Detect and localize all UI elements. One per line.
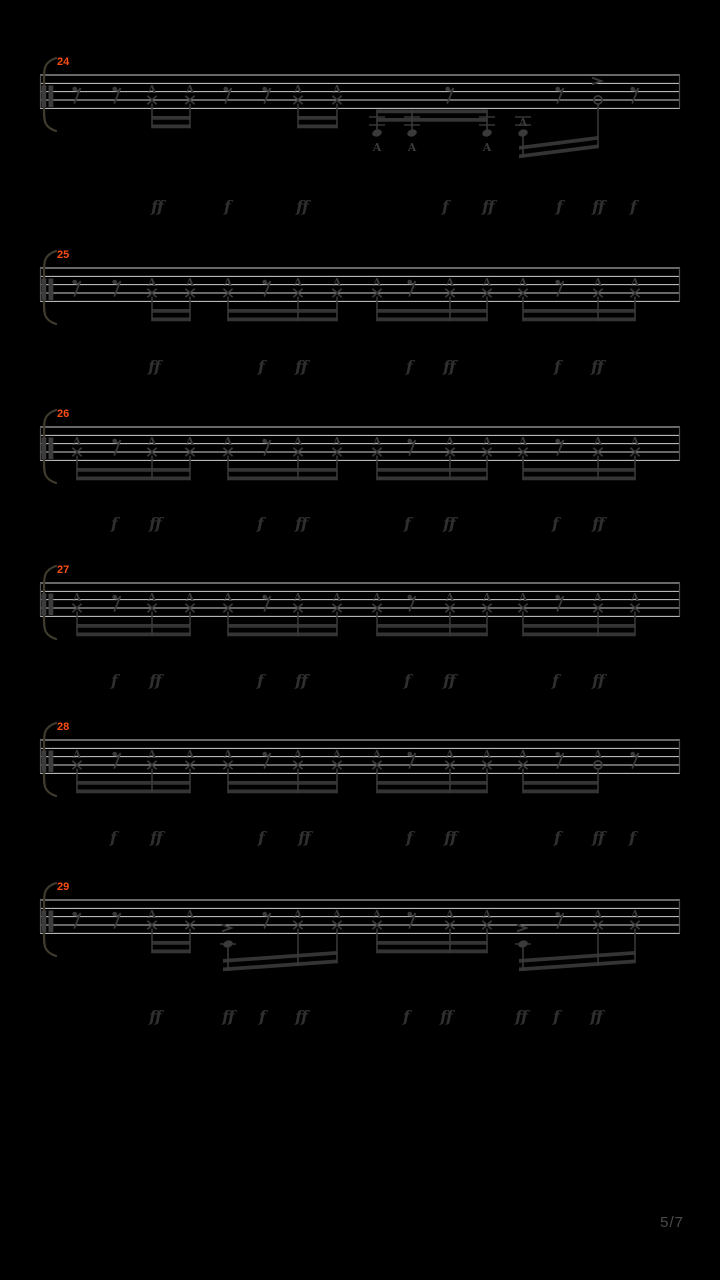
- dynamic-marking: ff: [222, 1007, 234, 1026]
- dynamic-marking: f: [111, 514, 117, 533]
- dynamic-marking: ff: [443, 671, 455, 690]
- eighth-rest-icon: [445, 87, 453, 103]
- eighth-rest-icon: [555, 280, 563, 296]
- beam: [377, 790, 487, 794]
- dynamic-marking: f: [257, 671, 263, 690]
- system-measure-27: [40, 564, 680, 690]
- marcato-accent: A: [332, 748, 342, 761]
- marcato-accent: A: [147, 591, 157, 604]
- measure-number: 24: [57, 56, 70, 68]
- kick-notehead: [371, 128, 382, 138]
- eighth-rest-icon: [407, 912, 415, 928]
- dynamic-marking: f: [224, 197, 230, 216]
- marcato-accent: A: [482, 276, 492, 289]
- eighth-rest-icon: [262, 280, 270, 296]
- percussion-clef: [42, 279, 47, 301]
- eighth-rest-icon: [555, 87, 563, 103]
- marcato-accent: A: [332, 83, 342, 96]
- marcato-accent: A: [72, 435, 82, 448]
- marcato-accent: A: [185, 83, 195, 96]
- beam: [228, 633, 337, 637]
- dynamic-marking: ff: [148, 357, 160, 376]
- beam: [228, 624, 337, 628]
- beam: [77, 790, 190, 794]
- marcato-accent: A: [630, 276, 640, 289]
- system-measure-26: [40, 408, 680, 533]
- percussion-clef: [42, 438, 47, 460]
- marcato-accent: A: [185, 276, 195, 289]
- marcato-accent: A: [293, 435, 303, 448]
- marcato-accent: A: [372, 748, 382, 761]
- dynamic-marking: ff: [149, 1007, 161, 1026]
- beam: [152, 116, 190, 120]
- marcato-accent: A: [518, 591, 528, 604]
- dynamic-marking: ff: [150, 828, 162, 847]
- beam: [523, 318, 635, 322]
- dynamic-marking: f: [259, 1007, 265, 1026]
- marcato-accent: A: [518, 435, 528, 448]
- beam: [152, 125, 190, 129]
- eighth-rest-icon: [112, 439, 120, 455]
- eighth-rest-icon: [555, 439, 563, 455]
- beam: [152, 309, 190, 313]
- dynamic-marking: f: [404, 671, 410, 690]
- marcato-accent: A: [293, 83, 303, 96]
- marcato-accent: A: [518, 276, 528, 289]
- marcato-accent: A: [482, 591, 492, 604]
- dynamic-marking: ff: [149, 671, 161, 690]
- beam: [152, 318, 190, 322]
- marcato-accent: A: [332, 591, 342, 604]
- kick-notehead: [222, 939, 233, 949]
- eighth-rest-icon: [630, 87, 638, 103]
- eighth-rest-icon: [112, 87, 120, 103]
- marcato-accent: A: [293, 276, 303, 289]
- eighth-rest-icon: [112, 595, 120, 611]
- marcato-accent: A: [482, 435, 492, 448]
- measure-number: 29: [57, 881, 70, 893]
- eighth-rest-icon: [72, 280, 80, 296]
- percussion-clef: [42, 86, 47, 108]
- beam: [228, 477, 337, 481]
- marcato-accent: A: [593, 276, 603, 289]
- dynamic-marking: ff: [515, 1007, 527, 1026]
- beam: [228, 790, 337, 794]
- dynamic-marking: ff: [592, 197, 604, 216]
- beam: [152, 941, 190, 945]
- eighth-rest-icon: [555, 912, 563, 928]
- marcato-accent: A: [482, 748, 492, 761]
- dynamic-marking: f: [556, 197, 562, 216]
- marcato-accent: A: [72, 748, 82, 761]
- eighth-rest-icon: [112, 912, 120, 928]
- marcato-accent: A: [372, 908, 382, 921]
- marcato-accent: A: [445, 908, 455, 921]
- marcato-accent: A: [445, 276, 455, 289]
- beam: [523, 309, 635, 313]
- marcato-accent: A: [293, 748, 303, 761]
- measure-number: 28: [57, 721, 70, 733]
- beam: [523, 790, 598, 794]
- dynamic-marking: ff: [295, 671, 307, 690]
- kick-notehead: [406, 128, 417, 138]
- marcato-accent: A: [593, 908, 603, 921]
- marcato-accent: A: [445, 748, 455, 761]
- eighth-rest-icon: [72, 912, 80, 928]
- dynamic-marking: ff: [151, 197, 163, 216]
- marcato-accent: A: [593, 591, 603, 604]
- dynamic-marking: f: [404, 514, 410, 533]
- beam: [152, 950, 190, 954]
- dynamic-marking: f: [111, 671, 117, 690]
- dynamic-marking: ff: [440, 1007, 452, 1026]
- marcato-accent: A: [185, 908, 195, 921]
- marcato-accent: A: [223, 435, 233, 448]
- kick-notehead: [481, 128, 492, 138]
- accent-icon: [222, 925, 231, 932]
- beam: [77, 468, 190, 472]
- beam: [228, 468, 337, 472]
- eighth-rest-icon: [555, 752, 563, 768]
- kick-notehead: [517, 128, 528, 138]
- marcato-accent: A: [147, 276, 157, 289]
- marcato-accent: A: [482, 141, 492, 154]
- beam: [377, 118, 487, 122]
- beam: [377, 633, 487, 637]
- marcato-accent: A: [147, 908, 157, 921]
- marcato-accent: A: [372, 591, 382, 604]
- dynamic-marking: f: [257, 514, 263, 533]
- marcato-accent: A: [630, 435, 640, 448]
- marcato-accent: A: [372, 141, 382, 154]
- beam: [77, 633, 190, 637]
- eighth-rest-icon: [223, 87, 231, 103]
- marcato-accent: A: [445, 591, 455, 604]
- dynamic-marking: f: [553, 1007, 559, 1026]
- marcato-accent: A: [372, 435, 382, 448]
- marcato-accent: A: [332, 908, 342, 921]
- beam: [298, 125, 337, 129]
- dynamic-marking: ff: [443, 357, 455, 376]
- dynamic-marking: f: [406, 828, 412, 847]
- measure-number: 26: [57, 408, 70, 420]
- dynamic-marking: f: [554, 357, 560, 376]
- marcato-accent: A: [147, 748, 157, 761]
- percussion-clef: [49, 911, 54, 933]
- beam: [377, 950, 487, 954]
- beam: [377, 781, 487, 785]
- marcato-accent: A: [518, 748, 528, 761]
- beam: [523, 781, 598, 785]
- measure-number: 25: [57, 249, 70, 261]
- dynamic-marking: ff: [592, 828, 604, 847]
- dynamic-marking: ff: [592, 514, 604, 533]
- dynamic-marking: ff: [295, 1007, 307, 1026]
- dynamic-marking: f: [258, 828, 264, 847]
- dynamic-marking: f: [630, 197, 636, 216]
- beam: [377, 941, 487, 945]
- eighth-rest-icon: [407, 595, 415, 611]
- dynamic-marking: ff: [295, 514, 307, 533]
- eighth-rest-icon: [630, 752, 638, 768]
- marcato-accent: A: [445, 435, 455, 448]
- beam: [228, 309, 337, 313]
- marcato-accent: A: [593, 435, 603, 448]
- beam: [377, 318, 487, 322]
- dynamic-marking: ff: [443, 514, 455, 533]
- dynamic-marking: f: [552, 514, 558, 533]
- beam: [377, 110, 487, 114]
- dynamic-marking: ff: [444, 828, 456, 847]
- marcato-accent: A: [630, 908, 640, 921]
- beam: [77, 781, 190, 785]
- eighth-rest-icon: [555, 595, 563, 611]
- marcato-accent: A: [332, 276, 342, 289]
- percussion-clef: [49, 751, 54, 773]
- eighth-rest-icon: [262, 752, 270, 768]
- marcato-accent: A: [518, 116, 528, 129]
- dynamic-marking: f: [406, 357, 412, 376]
- marcato-accent: A: [407, 141, 417, 154]
- measure-number: 27: [57, 564, 70, 576]
- marcato-accent: A: [223, 591, 233, 604]
- eighth-rest-icon: [407, 752, 415, 768]
- eighth-rest-icon: [262, 912, 270, 928]
- eighth-rest-icon: [407, 280, 415, 296]
- dynamic-marking: ff: [298, 828, 310, 847]
- dynamic-marking: f: [258, 357, 264, 376]
- dynamic-marking: f: [403, 1007, 409, 1026]
- percussion-clef: [49, 594, 54, 616]
- system-measure-29: [40, 881, 680, 1026]
- eighth-rest-icon: [407, 439, 415, 455]
- beam: [523, 477, 635, 481]
- marcato-accent: A: [223, 276, 233, 289]
- dynamic-marking: ff: [149, 514, 161, 533]
- accent-icon: [517, 925, 526, 932]
- system-measure-24: [40, 56, 680, 216]
- dynamic-marking: f: [554, 828, 560, 847]
- beam: [523, 468, 635, 472]
- percussion-clef: [42, 751, 47, 773]
- kick-notehead: [517, 939, 528, 949]
- percussion-clef: [49, 438, 54, 460]
- beam: [228, 781, 337, 785]
- percussion-clef: [42, 594, 47, 616]
- dynamic-marking: f: [442, 197, 448, 216]
- beam: [523, 624, 635, 628]
- system-measure-28: [40, 721, 680, 847]
- eighth-rest-icon: [262, 87, 270, 103]
- marcato-accent: A: [185, 748, 195, 761]
- marcato-accent: A: [293, 908, 303, 921]
- beam: [377, 624, 487, 628]
- eighth-rest-icon: [262, 439, 270, 455]
- dynamic-marking: f: [629, 828, 635, 847]
- eighth-rest-icon: [112, 752, 120, 768]
- marcato-accent: A: [185, 435, 195, 448]
- marcato-accent: A: [293, 591, 303, 604]
- dynamic-marking: ff: [592, 671, 604, 690]
- marcato-accent: A: [185, 591, 195, 604]
- percussion-clef: [42, 911, 47, 933]
- percussion-clef: [49, 279, 54, 301]
- beam: [377, 468, 487, 472]
- marcato-accent: A: [630, 591, 640, 604]
- dynamic-marking: ff: [295, 357, 307, 376]
- beam: [298, 116, 337, 120]
- page-indicator: 5/7: [660, 1214, 684, 1231]
- beam: [228, 318, 337, 322]
- eighth-rest-icon: [262, 595, 270, 611]
- marcato-accent: A: [147, 435, 157, 448]
- beam: [377, 477, 487, 481]
- marcato-accent: A: [72, 591, 82, 604]
- marcato-accent: A: [482, 908, 492, 921]
- marcato-accent: A: [332, 435, 342, 448]
- marcato-accent: A: [223, 748, 233, 761]
- marcato-accent: A: [147, 83, 157, 96]
- beam: [523, 633, 635, 637]
- marcato-accent: A: [372, 276, 382, 289]
- dynamic-marking: f: [110, 828, 116, 847]
- system-measure-25: [40, 249, 680, 376]
- eighth-rest-icon: [72, 87, 80, 103]
- dynamic-marking: ff: [482, 197, 494, 216]
- marcato-accent: A: [593, 748, 603, 761]
- percussion-clef: [49, 86, 54, 108]
- beam: [377, 309, 487, 313]
- dynamic-marking: ff: [590, 1007, 602, 1026]
- eighth-rest-icon: [112, 280, 120, 296]
- dynamic-marking: ff: [296, 197, 308, 216]
- dynamic-marking: ff: [591, 357, 603, 376]
- dynamic-marking: f: [552, 671, 558, 690]
- beam: [77, 624, 190, 628]
- beam: [77, 477, 190, 481]
